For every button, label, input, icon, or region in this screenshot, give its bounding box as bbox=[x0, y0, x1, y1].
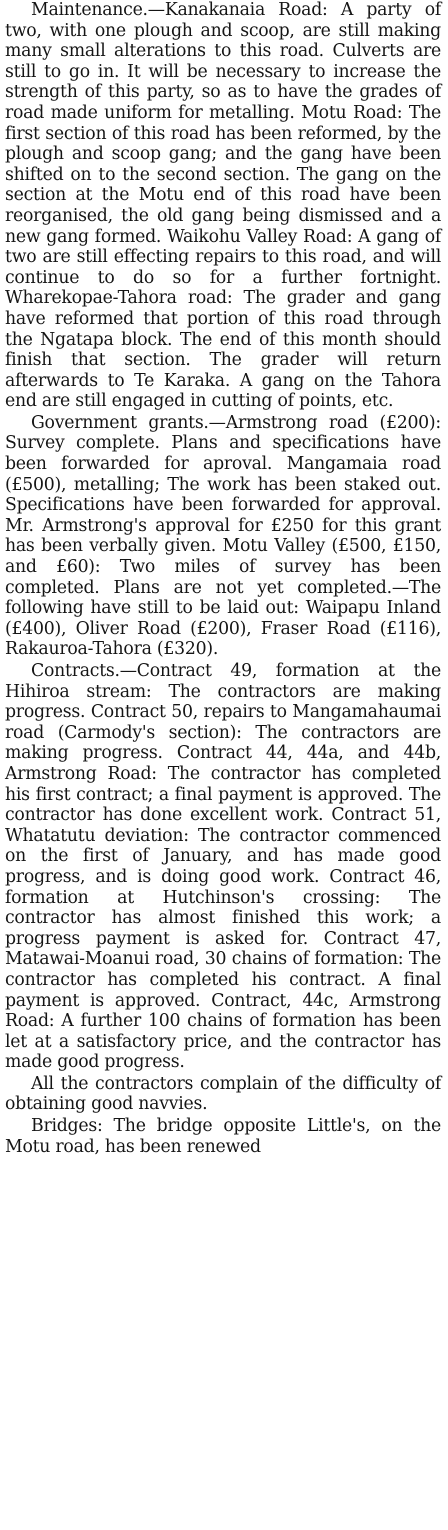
paragraph-government-grants: Government grants.—Armstrong road (£200): Survey complete. Plans and specifications have been forwarded for aproval. Mangamaia road (£500), metalling; The work has been staked out. Specifications have been forwarded for approval. Mr. Armstrong's approval for £250 for this grant has been verbally given. Motu Valley (£500, £150, and £60): Two miles of survey has been completed. Plans are not yet completed.—The following have still to be laid out: Waipapu Inland (£400), Oliver Road (£200), Fraser Road (£116), Rakauroa-Tahora (£320). bbox=[5, 412, 441, 660]
paragraph-bridges: Bridges: The bridge opposite Little's, on the Motu road, has been renewed bbox=[5, 1116, 441, 1157]
paragraph-navvies: All the contractors complain of the difficulty of obtaining good navvies. bbox=[5, 1073, 441, 1115]
paragraph-maintenance: Maintenance.—Kanakanaia Road: A party of two, with one plough and scoop, are still making many small alterations to this road. Culverts are still to go in. It will be necessary to increase the strength of this party, so as to have the grades of road made uniform for metalling. Motu Road: The first section of this road has been reformed, by the plough and scoop gang; and the gang have been shifted on to the second section. The gang on the section at the Motu end of this road have been reorganised, the old gang being dismissed and a new gang formed. Waikohu Valley Road: A gang of two are still effecting repairs to this road, and will continue to do so for a further fortnight. Wharekopae-Tahora road: The grader and gang have reformed that portion of this road through the Ngatapa block. The end of this month should finish that section. The grader will return afterwards to Te Karaka. A gang on the Tahora end are still engaged in cutting of points, etc. bbox=[5, 0, 441, 412]
paragraph-contracts: Contracts.—Contract 49, formation at the Hihiroa stream: The contractors are making progress. Contract 50, repairs to Mangamahaumai road (Carmody's section): The contractors are making progress. Contract 44, 44a, and 44b, Armstrong Road: The contractor has completed his first contract; a final payment is approved. The contractor has done excellent work. Contract 51, Whatatutu deviation: The contractor commenced on the first of January, and has made good progress, and is doing good work. Contract 46, formation at Hutchinson's crossing: The contractor has almost finished this work; a progress payment is asked for. Contract 47, Matawai-Moanui road, 30 chains of formation: The contractor has completed his contract. A final payment is approved. Contract, 44c, Armstrong Road: A further 100 chains of formation has been let at a satisfactory price, and the contractor has made good progress. bbox=[5, 661, 441, 1073]
